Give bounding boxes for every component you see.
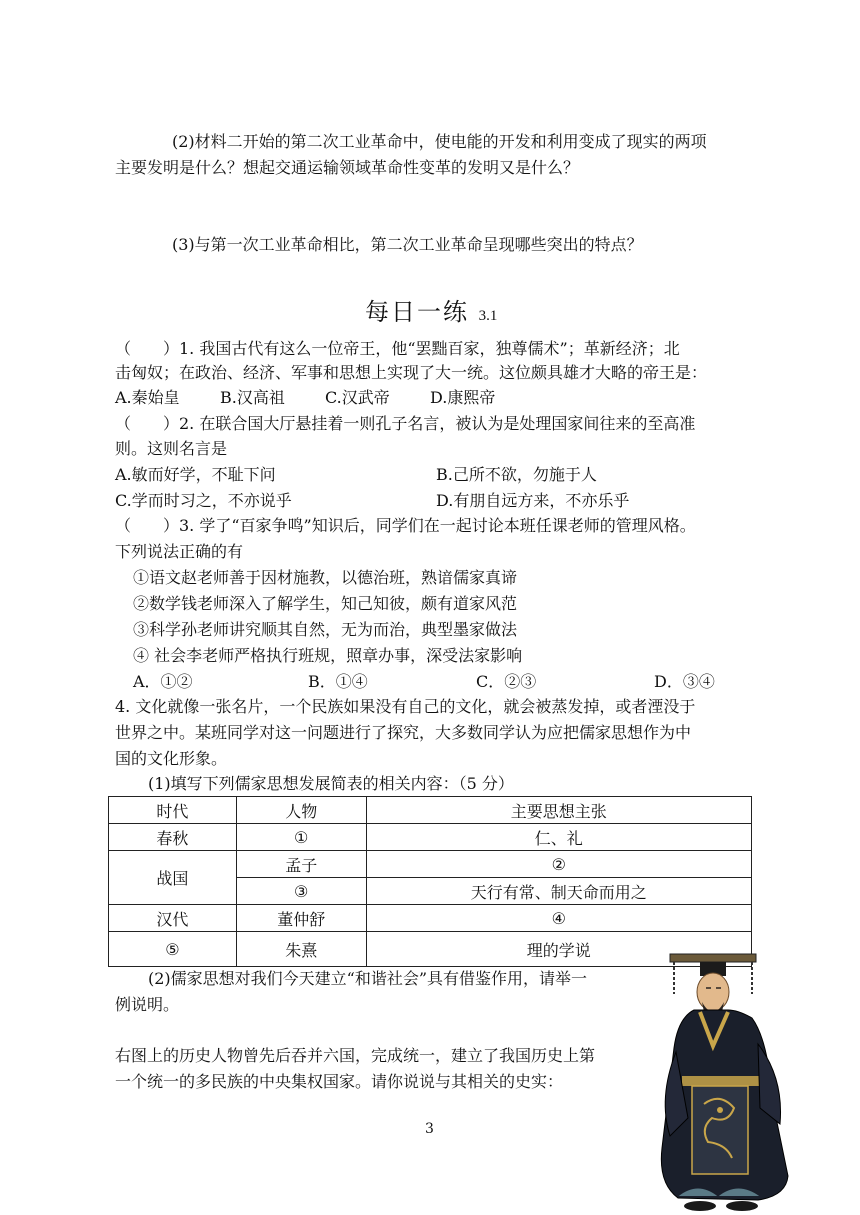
question-2-line1: （ ）2. 在联合国大厅悬挂着一则孔子名言，被认为是处理国家间往来的至高准 [115,414,696,433]
question-5-line1: 右图上的历史人物曾先后吞并六国，完成统一，建立了我国历史上第 [115,1046,596,1065]
table-cell: 春秋 [109,824,237,851]
question-4-sub2-line1: (2)儒家思想对我们今天建立“和谐社会”具有借鉴作用，请举一 [148,969,588,988]
section-title-text: 每日一练 [365,298,469,326]
table-cell: 董仲舒 [236,905,366,932]
question-1-option-d: D.康熙帝 [430,388,496,407]
question-3-option-a: A．①② [133,672,193,691]
header-person: 人物 [236,797,366,824]
table-cell: 战国 [109,851,237,905]
question-3-option-c: C．②③ [476,672,537,691]
table-cell: 天行有常、制天命而用之 [366,878,751,905]
table-cell: 理的学说 [366,932,751,967]
question-2-option-a: A.敏而好学，不耻下问 [115,465,276,484]
page-number: 3 [425,1121,434,1137]
table-cell: 汉代 [109,905,237,932]
question-2-option-c: C.学而时习之，不亦说乎 [115,491,292,510]
confucianism-table [108,796,752,967]
material-question-2-line2: 主要发明是什么？想起交通运输领域革命性变革的发明又是什么？ [115,158,580,177]
table-row [109,851,752,878]
question-2-option-d: D.有朋自远方来，不亦乐乎 [436,491,630,510]
section-date: 3.1 [478,308,498,324]
question-4-sub1: (1)填写下列儒家思想发展简表的相关内容：（5 分） [148,774,514,793]
question-3-option-d: D．③④ [654,672,715,691]
table-cell: ④ [366,905,751,932]
table-cell: ③ [236,878,366,905]
question-4-line3: 国的文化形象。 [115,749,228,768]
section-title [365,296,497,332]
question-1-option-b: B.汉高祖 [220,388,285,407]
question-1-line2: 击匈奴；在政治、经济、军事和思想上实现了大一统。这位颇具雄才大略的帝王是： [115,363,708,382]
question-2-option-b: B.己所不欲，勿施于人 [436,465,597,484]
table-row [109,824,752,851]
material-question-2-line1: (2)材料二开始的第二次工业革命中，使电能的开发和利用变成了现实的两项 [172,132,707,151]
question-5-line2: 一个统一的多民族的中央集权国家。请你说说与其相关的史实： [115,1072,564,1091]
question-3-line2: 下列说法正确的有 [115,542,244,561]
table-cell: ② [366,851,751,878]
question-4-line2: 世界之中。某班同学对这一问题进行了探究，大多数同学认为应把儒家思想作为中 [115,723,692,742]
material-question-3: (3)与第一次工业革命相比，第二次工业革命呈现哪些突出的特点？ [172,235,643,254]
question-3-item-2: ②数学钱老师深入了解学生，知己知彼，颇有道家风范 [133,594,518,613]
table-cell: 仁、礼 [366,824,751,851]
question-4-line1: 4. 文化就像一张名片，一个民族如果没有自己的文化，就会被蒸发掉，或者湮没于 [115,697,696,716]
question-3-line1: （ ）3. 学了“百家争鸣”知识后，同学们在一起讨论本班任课老师的管理风格。 [115,516,696,535]
question-1-option-a: A.秦始皇 [115,388,180,407]
table-header-row [109,797,752,824]
table-cell: ⑤ [109,932,237,967]
question-3-item-3: ③科学孙老师讲究顺其自然，无为而治，典型墨家做法 [133,620,518,639]
question-1-line1: （ ）1. 我国古代有这么一位帝王，他“罢黜百家，独尊儒术”；革新经济；北 [115,339,680,358]
question-2-line2: 则。这则名言是 [115,439,228,458]
question-4-sub2-line2: 例说明。 [115,995,180,1014]
question-1-option-c: C.汉武帝 [325,388,390,407]
question-3-option-b: B．①④ [308,672,368,691]
header-era: 时代 [109,797,237,824]
table-row [109,905,752,932]
header-ideas: 主要思想主张 [366,797,751,824]
qin-emperor-portrait [648,948,796,1213]
question-3-item-1: ①语文赵老师善于因材施教，以德治班，熟谙儒家真谛 [133,568,518,587]
table-cell: ① [236,824,366,851]
table-cell: 孟子 [236,851,366,878]
question-3-item-4: ④ 社会李老师严格执行班规，照章办事，深受法家影响 [133,646,523,665]
table-cell: 朱熹 [236,932,366,967]
